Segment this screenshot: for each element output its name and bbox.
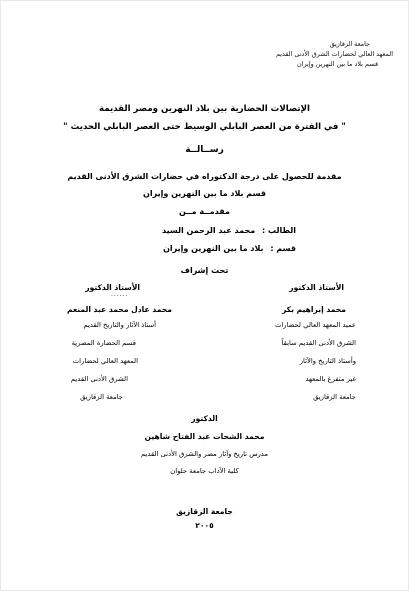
student-name: محمد عبد الرحمن السيد: [161, 226, 256, 235]
supervisor-center-line2: كلية الآداب جامعة حلوان: [170, 467, 239, 475]
thesis-title-line1: الإتصالات الحضارية بين بلاد النهرين ومصر القديمة: [99, 104, 310, 114]
thesis-title-line2: " في الفترة من العصر البابلي الوسيط حتى العصر البابلي الحديث ": [63, 122, 346, 132]
student-dept: بلاد ما بين النهرين وإيران: [163, 244, 264, 253]
purpose-line2: قسم بلاد ما بين النهرين وإيران: [143, 189, 266, 198]
student-row: [162, 227, 296, 235]
supervisor-left-line: قسم الحضارة المصرية: [71, 339, 136, 347]
footer-year: ٢٠٠٥: [195, 521, 214, 530]
supervisor-right-line: غير متفرغ بالمعهد: [305, 375, 356, 383]
university-name: جامعة الزقازيق: [329, 40, 370, 48]
supervision-heading: تحت إشراف: [180, 266, 229, 275]
supervisor-left-line: الشرق الأدنى القديم: [70, 375, 128, 383]
student-dept-row: [163, 245, 296, 253]
student-dept-label: قسم :: [270, 244, 296, 253]
supervisor-right-name: محمد إبراهيم بكر: [281, 305, 346, 314]
signature-dots: ......: [111, 291, 129, 298]
supervisor-right-title: الأستاذ الدكتور: [289, 283, 344, 292]
institute-name: المعهد العالي لحضارات الشرق الأدنى القديم: [275, 50, 393, 58]
supervisor-right-line: وأستاذ التاريخ والآثار: [299, 357, 356, 365]
supervisor-left-name: محمد عادل محمد عبد المنعم: [67, 305, 172, 314]
supervisor-left-title: الأستاذ الدكتور: [85, 283, 140, 292]
department-name: قسم بلاد ما بين النهرين وإيران: [297, 60, 378, 68]
supervisor-center-line1: مدرس تاريخ وآثار مصر والشرق الأدنى القديم: [140, 450, 269, 458]
supervisor-left-line: المعهد العالي لحضارات: [72, 357, 138, 365]
supervisor-left-line: جامعة الزقازيق: [80, 393, 123, 401]
footer-university: جامعة الزقازيق: [176, 507, 233, 516]
supervisor-left-line: أستاذ الآثار والتاريخ القديم: [83, 321, 156, 329]
presented-by: مقدمــة مــن: [178, 207, 230, 216]
student-label: الطالب :: [262, 226, 296, 235]
supervisor-right-line: عميد المعهد العالي لحضارات: [275, 321, 356, 329]
supervisor-right-line: الشرق الأدنى القديم سابقاً: [281, 339, 356, 347]
supervisor-center-name: محمد الشحات عبد الفتاح شاهين: [144, 432, 265, 441]
supervisor-right-line: جامعة الزقازيق: [313, 393, 356, 401]
supervisor-center-title: الدكتور: [191, 414, 218, 423]
risala-heading: رســالــة: [185, 145, 224, 155]
purpose-line1: مقدمة للحصول على درجة الدكتوراه في حضارات الشرق الأدنى القديم: [67, 172, 342, 181]
